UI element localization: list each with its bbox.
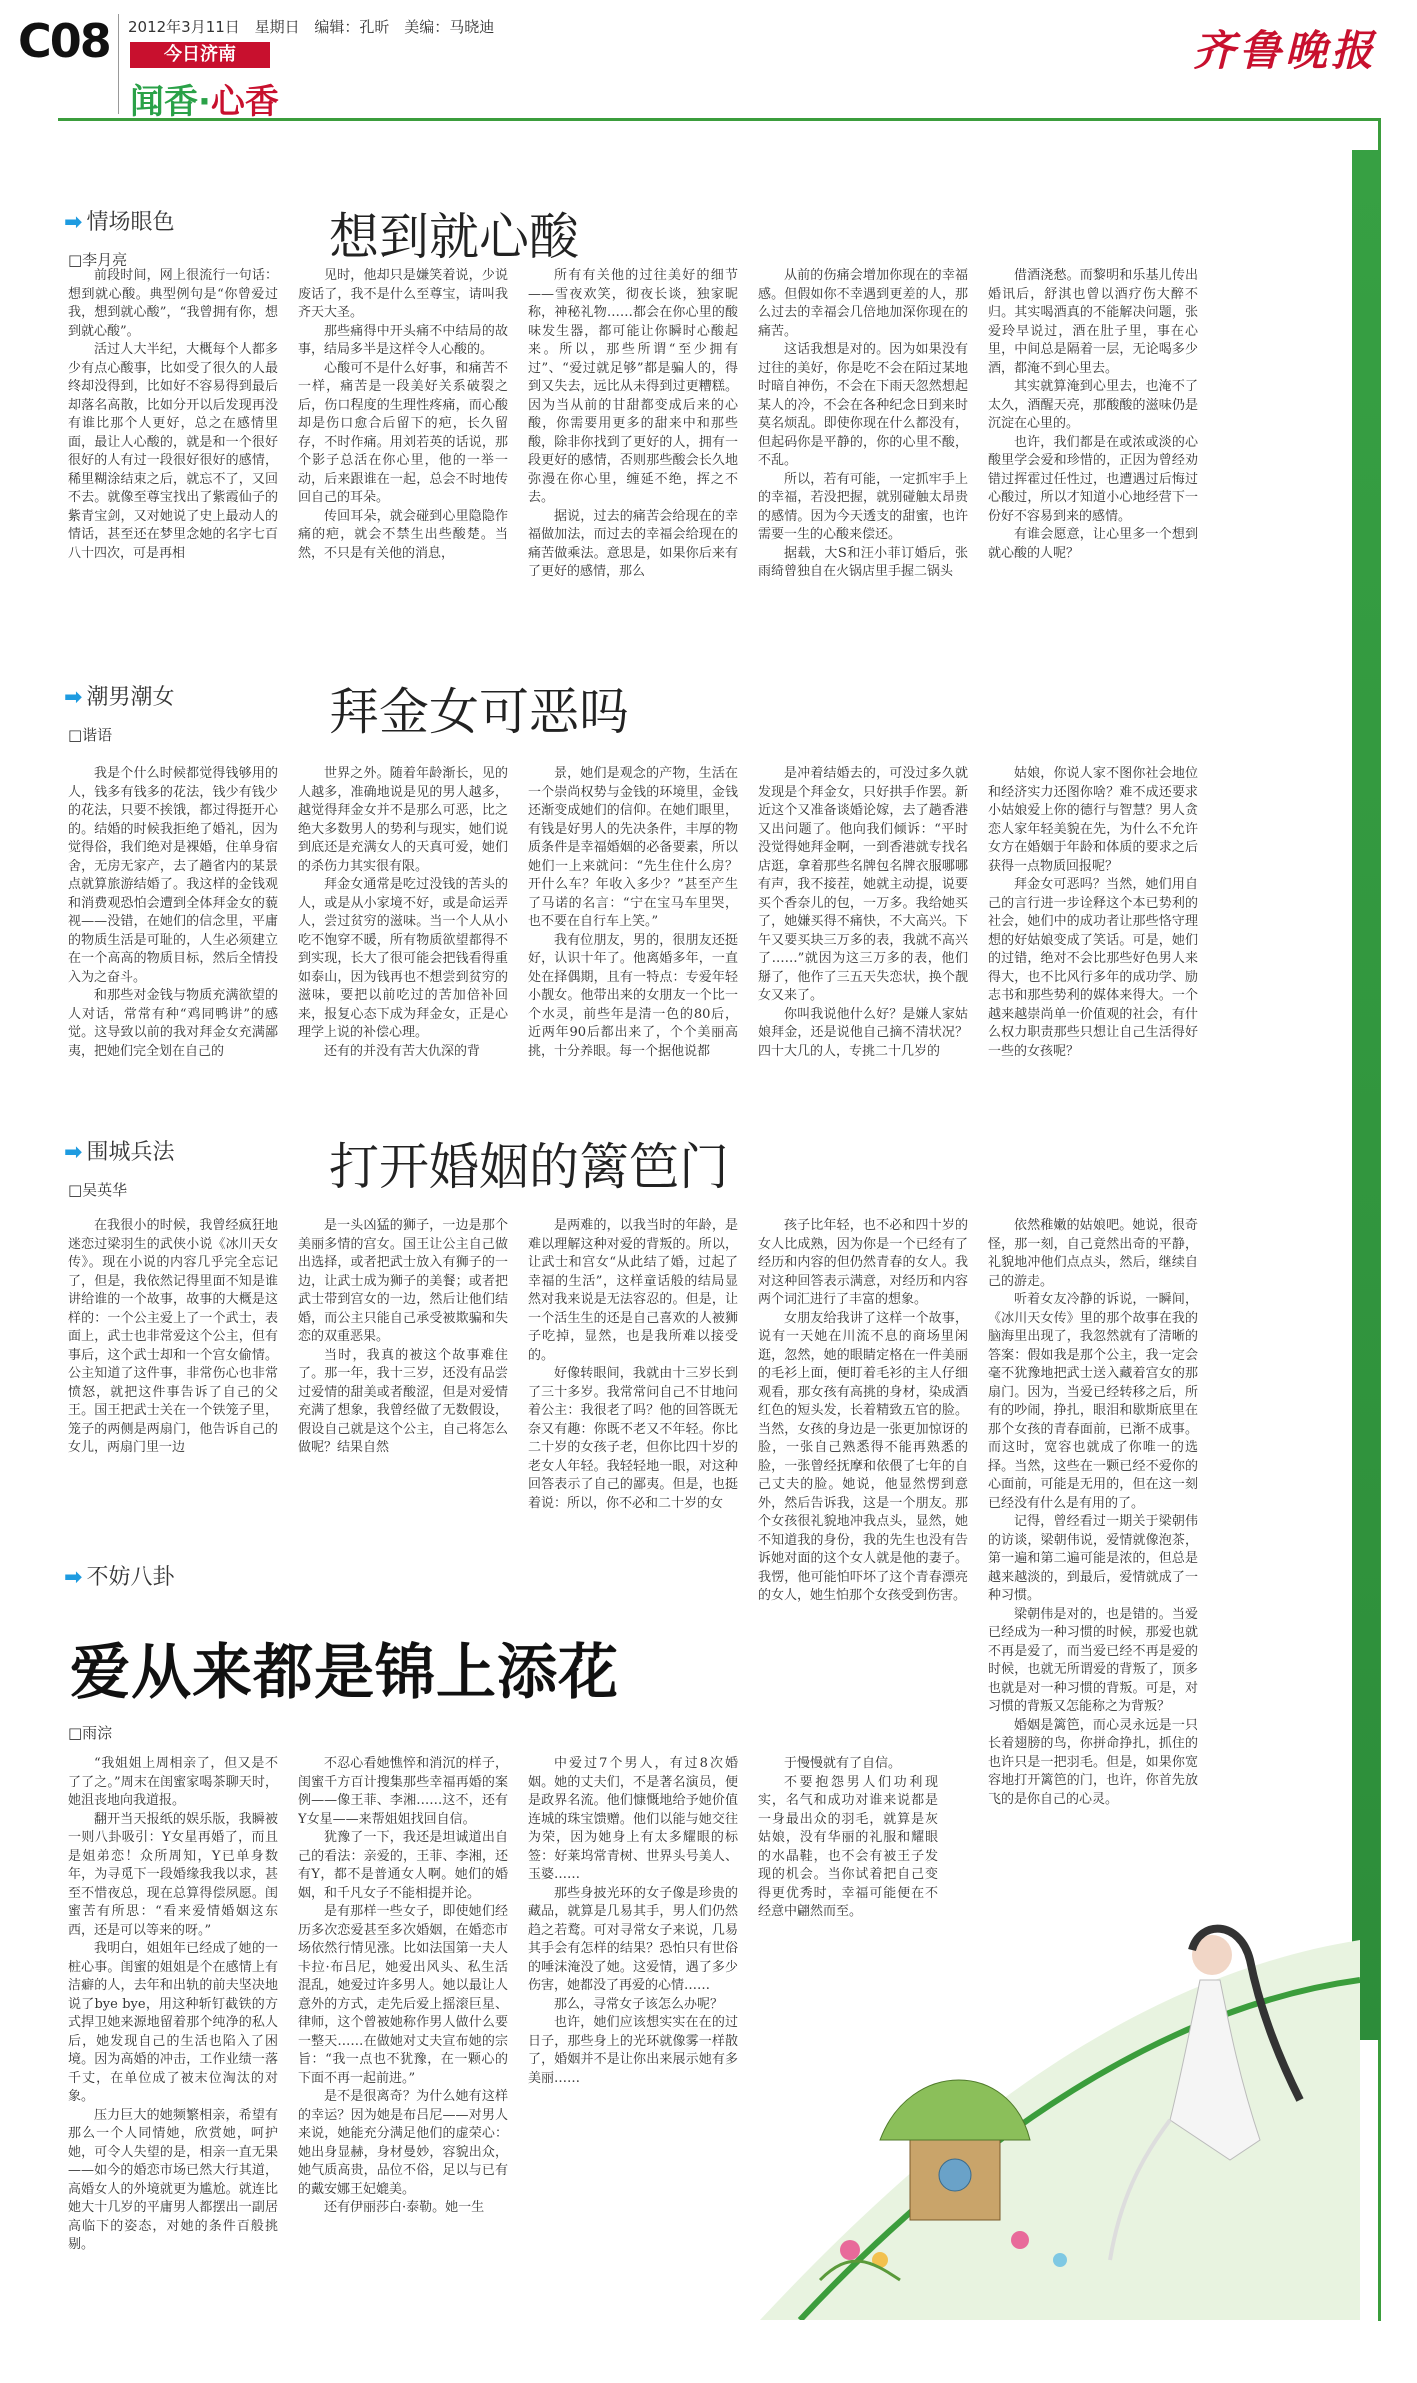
paragraph: 我是个什么时候都觉得钱够用的人，钱多有钱多的花法，钱少有钱少的花法，只要不挨饿，都过得挺开心的。结婚的时候我拒绝了婚礼，因为觉得俗，我们绝对是裸婚，住单身宿舍，无房无家产，去了趟省内的某景点就算旅游结婚了。我这样的金钱观和消费观恐怕会遭到全体拜金女的藐视——没错，在她们的信念里，平庸的物质生活是可耻的，人生必须建立在一个高高的物质目标，然后全情投入为之奋斗。 xyxy=(68,766,278,985)
paragraph: 所以，若有可能，一定抓牢手上的幸福，若没把握，就别碰触太昂贵的感情。因为今天透支的甜蜜，也许需要一生的心酸来偿还。 xyxy=(758,471,968,542)
paragraph: 传回耳朵，就会碰到心里隐隐作痛的疤，就会不禁生出些酸楚。当然，不只是有关他的消息， xyxy=(298,508,508,561)
paragraph: 女朋友给我讲了这样一个故事，说有一天她在川流不息的商场里闲逛，忽然，她的眼睛定格在一件美丽的毛衫上面，便盯着毛衫的主人仔细观看，那女孩有高挑的身材，染成酒红色的短头发，长着精致五官的脸。当然，女孩的身边是一张更加惊讶的脸，一张自己熟悉得不能再熟悉的脸，一张曾经抚摩和依偎了七年的自己丈夫的脸。她说，他显然愣到意外，然后告诉我，这是一个朋友。那个女孩很礼貌地冲我点头，显然，她不知道我的身份，我的先生也没有告诉她对面的这个女人就是他的妻子。我愣，他可能怕吓坏了这个青春漂亮的女人，她生怕那个女孩受到伤害。 xyxy=(758,1310,968,1603)
paragraph: 翻开当天报纸的娱乐版，我瞬被一则八卦吸引：Y女星再婚了，而且是姐弟恋！众所周知，Y已单身数年，为寻觅下一段婚缘我我以求，甚至不惜夜总，现在总算得偿夙愿。闺蜜苦有所思：“看来爱情婚姻这东西，还是可以等来的呀。” xyxy=(68,1811,278,1938)
paragraph: 景，她们是观念的产物，生活在一个崇尚权势与金钱的环境里，金钱还渐变成她们的信仰。在她们眼里，有钱是好男人的先决条件，丰厚的物质条件是幸福婚姻的必备要素，所以她们一上来就问：“先生住什么房？开什么车？年收入多少？”甚至产生了马诺的名言：“宁在宝马车里哭，也不要在自行车上笑。” xyxy=(528,766,738,929)
article-1-col-5 xyxy=(988,267,1198,755)
article-2-col-3 xyxy=(528,765,738,1095)
article-3-headline: 打开婚姻的篱笆门 xyxy=(329,1138,729,1196)
article-1-headline: 想到就心酸 xyxy=(329,208,579,266)
article-1-col-4 xyxy=(758,267,968,755)
paragraph: 我明白，姐姐年已经成了她的一桩心事。闺蜜的姐姐是个在感情上有洁癖的人，去年和出轨的前夫坚决地说了bye bye，用这种斩钉截铁的方式捍卫她来源地留着那个纯净的私人后，她发现自己的生活也陷入了困境。因为高婚的冲击，工作业绩一落千丈，在单位成了被末位淘汰的对象。 xyxy=(68,1941,278,2104)
paragraph: 据说，过去的痛苦会给现在的幸福做加法，而过去的幸福会给现在的痛苦做乘法。意思是，如果你后来有了更好的感情，那么 xyxy=(528,508,738,579)
article-2-byline: □谐语 xyxy=(68,726,113,744)
article-4-kicker xyxy=(64,1560,174,1591)
paragraph: 活过人大半纪，大概每个人都多少有点心酸事，比如受了很久的人最终却没得到，比如好不容易得到最后却落名高散，比如分开以后发现再没有谁比那个人更好，总之在感情里面，最让人心酸的，就是和一个很好很好的人有过一段很好很好的感情，稀里糊涂结束之后，就忘不了，又回不去。就像至尊宝找出了紫霞仙子的紫青宝剑，又对她说了史上最动人的情话，甚至还在梦里念她的名字七百八十四次，可是再相 xyxy=(68,342,278,561)
article-1-byline: □李月亮 xyxy=(68,251,128,269)
designer-credit: 美编：马晓迪 xyxy=(404,18,495,36)
arrow-icon: ➡ xyxy=(64,1565,83,1590)
paragraph: 见时，他却只是嫌笑着说，少说废话了，我不是什么至尊宝，请叫我齐天大圣。 xyxy=(298,268,508,320)
paragraph: 梁朝伟是对的，也是错的。当爱已经成为一种习惯的时候，那爱也就不再是爱了，而当爱已经不再是爱的时候，也就无所谓爱的背叛了，顶多也就是对一种习惯的背叛。可是，对习惯的背叛又怎能称之为背叛？ xyxy=(988,1606,1198,1714)
article-1-kicker xyxy=(64,205,174,236)
article-3-byline: □吴英华 xyxy=(68,1181,128,1199)
newspaper-logo: 齐鲁晚报 xyxy=(1192,26,1377,75)
article-1-kicker-text: 情场眼色 xyxy=(86,210,175,235)
paragraph: 还有伊丽莎白·泰勒。她一生 xyxy=(324,2200,485,2215)
paragraph: 我有位朋友，男的，很朋友还挺好，认识十年了。他离婚多年，一直处在择偶期，且有一特点：专爱年轻小靓女。他带出来的女朋友一个比一个水灵，前些年是清一色的80后，近两年90后都出来了，个个美丽高挑，十分养眼。每一个据他说都 xyxy=(528,932,738,1059)
article-2-col-5 xyxy=(988,765,1198,1095)
article-4-col-1 xyxy=(68,1755,278,2355)
fairy-illustration xyxy=(760,1560,1360,2320)
article-2-col-1 xyxy=(68,765,278,1095)
article-3-kicker-text: 围城兵法 xyxy=(86,1140,175,1165)
article-3-col-3 xyxy=(528,1217,738,1577)
paragraph: 有谁会愿意，让心里多一个想到就心酸的人呢？ xyxy=(988,527,1198,561)
column-name xyxy=(130,74,279,123)
arrow-icon: ➡ xyxy=(64,210,83,235)
header-meta xyxy=(128,16,504,37)
paragraph: 那些痛得中开头痛不中结局的故事，结局多半是这样令人心酸的。 xyxy=(298,323,508,357)
section-tag: 今日济南 xyxy=(130,42,270,68)
paragraph: 婚姻是篱笆，而心灵永远是一只长着翅膀的鸟，你拼命挣扎，抓住的也许只是一把羽毛。但是，如果你宽容地打开篱笆的门，也许，你首先放飞的是你自己的心灵。 xyxy=(988,1717,1198,1807)
paragraph: 前段时间，网上很流行一句话：想到就心酸。典型例句是“你曾爱过我，想到就心酸”，“我曾拥有你，想到就心酸”。 xyxy=(68,268,278,339)
paragraph: 记得，曾经看过一期关于梁朝伟的访谈，梁朝伟说，爱情就像泡茶，第一遍和第二遍可能是浓的，但总是越来越淡的，到最后，爱情就成了一种习惯。 xyxy=(988,1514,1198,1603)
article-4-byline: □雨淙 xyxy=(68,1724,113,1742)
paragraph: 好像转眼间，我就由十三岁长到了三十多岁。我常常问自己不甘地问着公主：我很老了吗？他的回答既无奈又有趣：你既不老又不年轻。你比二十岁的女孩子老，但你比四十岁的老女人年轻。我轻轻地一眼，对这种回答表示了自己的鄙夷。但是，也挺着说：所以，你不必和二十岁的女 xyxy=(528,1366,738,1511)
article-2-kicker xyxy=(64,680,174,711)
paragraph: 当时，我真的被这个故事难住了。那一年，我十三岁，还没有品尝过爱情的甜美或者酸涩，但是对爱情充满了想象，我曾经做了无数假设，假设自己就是这个公主，自己将怎么做呢？结果自然 xyxy=(298,1347,508,1455)
paragraph: 世界之外。随着年龄渐长，见的人越多，准确地说是见的男人越多，越觉得拜金女并不是那么可恶，比之绝大多数男人的势利与现实，她们说到底还是充满女人的天真可爱，她们的杀伤力其实很有限。 xyxy=(298,766,508,874)
article-1-columns xyxy=(68,267,1198,755)
paragraph: “我姐姐上周相亲了，但又是不了了之。”周末在闺蜜家喝茶聊天时，她沮丧地向我道报。 xyxy=(68,1756,278,1808)
paragraph: 也许，我们都是在或浓或淡的心酸里学会爱和珍惜的，正因为曾经劝错过挥霍过任性过，也遭遇过后悔过心酸过，所以才知道小心地经营下一份好不容易到来的感情。 xyxy=(988,434,1198,524)
paragraph: 心酸可不是什么好事，和痛苦不一样，痛苦是一段美好关系破裂之后，伤口程度的生理性疼痛，而心酸却是伤口愈合后留下的疤，长久留存，不时作痛。用刘若英的话说，那个影子总活在你心里，他的一举一动，后来跟谁在一起，总会不时地传回自己的耳朵。 xyxy=(298,360,508,505)
paragraph: 这话我想是对的。因为如果没有过往的美好，你是吃不会在陌过某地时暗自神伤，不会在下雨天忽然想起某人的冷，不会在各种纪念日到来时莫名烦乱。即使你现在什么都没有，但起码你是平静的，你的心里不酸，不乱。 xyxy=(758,342,968,468)
paragraph: 是不是很离奇？为什么她有这样的幸运？因为她是布吕尼——对男人来说，她能充分满足他们的虚荣心：她出身显赫，身材曼妙，容貌出众，她气质高贵，品位不俗，足以与已有的戴安娜王妃媲美。 xyxy=(298,2089,508,2197)
paragraph: 拜金女通常是吃过没钱的苦头的人，或是从小家境不好，或是命运弄人，尝过贫穷的滋味。当一个人从小吃不饱穿不暖，所有物质欲望都得不到实现，长大了很可能会把钱看得重如泰山，因为钱再也不想尝到贫穷的滋味，要把以前吃过的苦加倍补回来，报复心态下成为拜金女，正是心理学上说的补偿心理。 xyxy=(298,877,508,1040)
paragraph: 和那些对金钱与物质充满欲望的人对话，常常有种“鸡同鸭讲”的感觉。这导致以前的我对拜金女充满鄙夷，把她们完全划在自己的 xyxy=(68,988,278,1059)
paragraph: 犹豫了一下，我还是坦诚道出自己的看法：亲爱的，王菲、李湘，还有Y，都不是普通女人啊。她们的婚姻，和千凡女子不能相提并论。 xyxy=(298,1830,508,1901)
paragraph: 在我很小的时候，我曾经疯狂地迷恋过梁羽生的武侠小说《冰川天女传》。现在小说的内容几乎完全忘记了，但是，我依然记得里面不知是谁讲给谁的一个故事，故事的大概是这样的：一个公主爱上了一个武士，表面上，武士也非常爱这个公主，但有事后，这个武士却和一个宫女偷情。公主知道了这件事，非常伤心也非常愤怒，就把这件事告诉了自己的父王。国王把武士关在一个铁笼子里，笼子的两侧是两扇门，他告诉自己的女儿，两扇门里一边 xyxy=(68,1218,278,1455)
paragraph: 中爱过7个男人，有过8次婚姻。她的丈夫们，不是著名演员，便是政界名流。他们慷慨地给予她价值连城的珠宝馈赠。他们以能与她交往为荣，因为她身上有太多耀眼的标签：好莱坞常青树、世界头号美人、玉婆…… xyxy=(528,1756,738,1882)
issue-date: 2012年3月11日 xyxy=(128,18,240,36)
article-3-kicker xyxy=(64,1135,174,1166)
page-header xyxy=(0,0,1417,120)
paragraph: 从前的伤痛会增加你现在的幸福感。但假如你不幸遇到更差的人，那么过去的幸福会几倍地加深你现在的痛苦。 xyxy=(758,268,968,339)
editor-credit: 编辑：孔昕 xyxy=(314,18,390,36)
arrow-icon: ➡ xyxy=(64,1140,83,1165)
paragraph: 其实就算淹到心里去，也淹不了太久，酒醒天亮，那酸酸的滋味仍是沉淀在心里的。 xyxy=(988,379,1198,431)
paragraph: 姑娘，你说人家不图你社会地位和经济实力还图你啥？难不成还要求小姑娘爱上你的德行与智慧？男人贪恋人家年轻美貌在先，为什么不允许女方在婚姻于年龄和体质的要求之后获得一点物质回报呢？ xyxy=(988,766,1198,874)
article-2-columns xyxy=(68,765,1198,1095)
page-number: C08 xyxy=(18,14,110,68)
paragraph: 是冲着结婚去的，可没过多久就发现是个拜金女，只好拱手作罢。新近这个又准备谈婚论嫁，去了趟香港又出问题了。他向我们倾诉：“平时没觉得她拜金啊，一到香港就专找名店逛，拿着那些名牌包名牌衣服哪哪有声，我不接茬，她就主动提，说要买个香奈儿的包，一万多。我给她买了，她嫌买得不痛快，不大高兴。下午又要买块三万多的表，我就不高兴了……”就因为这三万多的表，他们掰了，他作了三五天失恋状，换个靓女又来了。 xyxy=(758,766,968,1003)
paragraph: 借酒浇愁。而黎明和乐基儿传出婚讯后，舒淇也曾以酒疗伤大醉不归。其实喝酒真的不能解决问题，张爱玲早说过，酒在肚子里，事在心里，中间总是隔着一层，无论喝多少酒，都淹不到心里去。 xyxy=(988,268,1198,376)
paragraph: 是一头凶猛的狮子，一边是那个美丽多情的宫女。国王让公主自己做出选择，或者把武士放入有狮子的一边，让武士成为狮子的美餐；或者把武士带到宫女的一边，然后让他们结婚，而公主只能自己承受被欺骗和失恋的双重恶果。 xyxy=(298,1218,508,1344)
column-name-a: 闻香· xyxy=(130,82,211,122)
article-3-col-2 xyxy=(298,1217,508,1517)
paragraph: 依然稚嫩的姑娘吧。她说，很奇怪，那一刻，自己竟然出奇的平静，礼貌地冲他们点点头，然后，继续自己的游走。 xyxy=(988,1218,1198,1289)
paragraph: 压力巨大的她频繁相亲，希望有那么一个人同情她，欣赏她，呵护她，可令人失望的是，相亲一直无果——如今的婚恋市场已然大行其道，高婚女人的外境就更为尴尬。就连比她大十几岁的平庸男人都摆出一副居高临下的姿态，对她的条件百般挑剔。 xyxy=(68,2107,278,2252)
article-4-col-3 xyxy=(528,1755,738,2355)
paragraph: 不忍心看她憔悴和消沉的样子，闺蜜千方百计搜集那些幸福再婚的案例——像王菲、李湘……这不，还有Y女星——来帮姐姐找回自信。 xyxy=(298,1756,508,1827)
paragraph: 于慢慢就有了自信。 xyxy=(784,1756,902,1771)
article-4-headline: 爱从来都是锦上添花 xyxy=(70,1638,619,1708)
paragraph: 所有有关他的过往美好的细节——雪夜欢笑，彻夜长谈，独家昵称，神秘礼物……都会在你心里的酸味发生器，都可能让你瞬时心酸起来。所以，那些所谓“至少拥有过”、“爱过就足够”都是骗人的，得到又失去，远比从未得到过更糟糕。因为当从前的甘甜都变成后来的心酸，你需要用更多的甜来中和那些酸，除非你找到了更好的人，拥有一段更好的感情，否则那些酸会长久地弥漫在你心里，缠延不绝，挥之不去。 xyxy=(528,268,738,505)
arrow-icon: ➡ xyxy=(64,685,83,710)
paragraph: 那么，寻常女子该怎么办呢？ xyxy=(554,1996,724,2012)
article-2-headline: 拜金女可恶吗 xyxy=(329,683,629,741)
column-name-b: 心香 xyxy=(210,82,279,122)
paragraph: 拜金女可恶吗？当然，她们用自己的言行进一步诠释这个本已势利的社会，她们中的成功者让那些恪守理想的好姑娘变成了笑话。可是，她们的过错，绝对不会比那些好色男人来得大，也不比风行多年的成功学、励志书和那些势利的媒体来得大。一个越来越崇尚单一价值观的社会，有什么权力职责那些只想让自己生活得好一些的女孩呢？ xyxy=(988,877,1198,1059)
paragraph: 听着女友冷静的诉说，一瞬间，《冰川天女传》里的那个故事在我的脑海里出现了，我忽然就有了清晰的答案：假如我是那个公主，我一定会毫不犹豫地把武士送入藏着宫女的那扇门。因为，当爱已经转移之后，所有的吵闹，挣扎，眼泪和歇斯底里在那个女孩的青春面前，已渐不成事。而这时，宽容也就成了你唯一的选择。当然，这些在一颗已经不爱你的心面前，可能是无用的，但在这一刻已经没有什么是有用的了。 xyxy=(988,1292,1198,1511)
paragraph: 还有的并没有苦大仇深的背 xyxy=(324,1043,481,1059)
article-4-col-2 xyxy=(298,1755,508,2355)
article-2-kicker-text: 潮男潮女 xyxy=(86,685,175,710)
issue-weekday: 星期日 xyxy=(254,18,300,36)
paragraph: 也许，她们应该想实实在在的过日子，那些身上的光环就像雾一样散了，婚姻并不是让你出来展示她有多美丽…… xyxy=(528,2015,738,2086)
paragraph: 是两难的，以我当时的年龄，是难以理解这种对爱的背叛的。所以，让武士和宫女“从此结了婚，过起了幸福的生活”，这样童话般的结局显然对我来说是无法容忍的。但是，让一个活生生的还是自己喜欢的人被狮子吃掉，显然，也是我所难以接受的。 xyxy=(528,1218,738,1363)
paragraph: 是有那样一些女子，即使她们经历多次恋爱甚至多次婚姻，在婚恋市场依然行情见涨。比如法国第一夫人卡拉·布吕尼，她爱出风头、私生活混乱，她爱过许多男人。她以最让人意外的方式，走先后爱上摇滚巨星、律师，这个曾被她称作男人做什么要一整天……在做她对丈夫宣布她的宗旨：“我一点也不犹豫，在一颗心的下面不再一起前进。” xyxy=(298,1904,508,2086)
paragraph: 你叫我说他什么好？是嫌人家姑娘拜金，还是说他自己摘不清状况？四十大几的人，专挑二十几岁的 xyxy=(758,1006,968,1059)
header-divider xyxy=(118,14,119,114)
article-3-col-1 xyxy=(68,1217,278,1517)
article-2-col-2 xyxy=(298,765,508,1095)
article-2-col-4 xyxy=(758,765,968,1095)
paragraph: 据载，大S和汪小菲订婚后，张雨绮曾独自在火锅店里手握二锅头 xyxy=(758,545,968,579)
article-4-kicker-text: 不妨八卦 xyxy=(86,1565,175,1590)
paragraph: 那些身披光环的女子像是珍贵的藏品，就算是几易其手，男人们仍然趋之若鹜。可对寻常女子来说，几易其手会有怎样的结果？恐怕只有世俗的唾沫淹没了她。这爱情，遇了多少伤害，她都没了再爱的心情…… xyxy=(528,1885,738,1993)
paragraph: 孩子比年轻，也不必和四十岁的女人比成熟，因为你是一个已经有了经历和内容的但仍然青春的女人。我对这种回答表示满意，对经历和内容两个词汇进行了丰富的想象。 xyxy=(758,1218,968,1307)
paragraph: 不要抱怨男人们功利现实，名气和成功对谁来说都是一身最出众的羽毛，就算是灰姑娘，没有华丽的礼服和耀眼的水晶鞋，也不会有被王子发现的机会。当你试着把自己变得更优秀时，幸福可能便在不经意中翩然而至。 xyxy=(758,1774,938,1919)
